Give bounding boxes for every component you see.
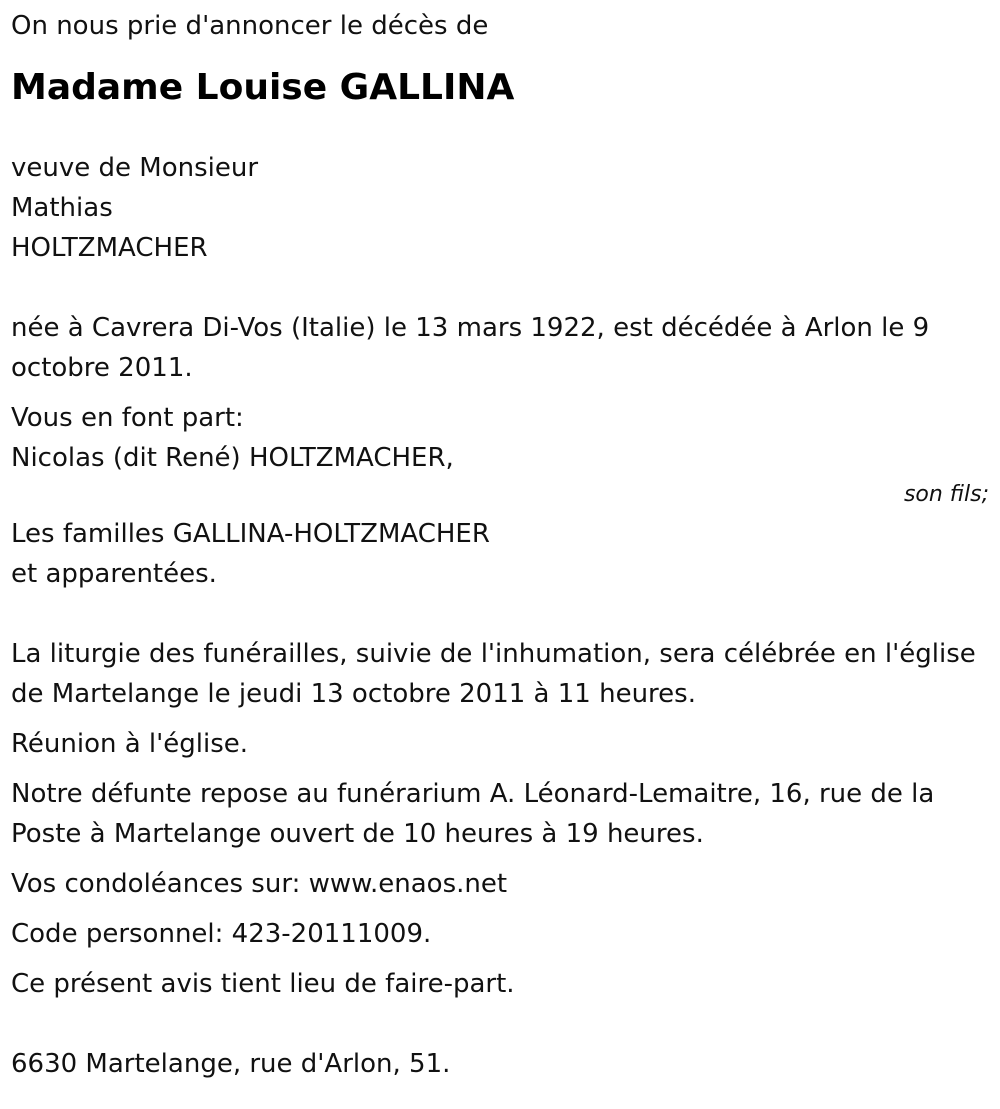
spouse-line-2: Mathias	[11, 193, 113, 223]
son-name: Nicolas (dit René) HOLTZMACHER,	[11, 443, 454, 473]
condolences-text: Vos condoléances sur: www.enaos.net	[11, 869, 508, 899]
obituary-notice	[11, 6, 991, 1084]
spouse-line-3: HOLTZMACHER	[11, 233, 208, 263]
families-block	[11, 514, 991, 594]
families-line-2: et apparentées.	[11, 559, 217, 589]
address-text: 6630 Martelange, rue d'Arlon, 51.	[11, 1049, 451, 1079]
funerarium-text: Notre défunte repose au funérarium A. Léonard-Lemaitre, 16, rue de la Poste à Martelange ouvert de 10 heures à 19 heures.	[11, 779, 935, 849]
notice-text: Ce présent avis tient lieu de faire-part.	[11, 969, 515, 999]
announcers-heading: Vous en font part:	[11, 403, 244, 433]
spouse-block	[11, 148, 991, 268]
birth-death-text: née à Cavrera Di-Vos (Italie) le 13 mars 1922, est décédée à Arlon le 9 octobre 2011.	[11, 313, 930, 383]
spouse-line-1: veuve de Monsieur	[11, 153, 259, 183]
intro-text: On nous prie d'annoncer le décès de	[11, 11, 489, 41]
code-text: Code personnel: 423-20111009.	[11, 919, 432, 949]
son-relation: son fils;	[903, 482, 989, 507]
families-line-1: Les familles GALLINA-HOLTZMACHER	[11, 519, 490, 549]
meeting-text: Réunion à l'église.	[11, 729, 249, 759]
ceremony-text: La liturgie des funérailles, suivie de l'inhumation, sera célébrée en l'église de Martelange le jeudi 13 octobre 2011 à 11 heures.	[11, 639, 976, 709]
deceased-name: Madame Louise GALLINA	[11, 67, 515, 108]
